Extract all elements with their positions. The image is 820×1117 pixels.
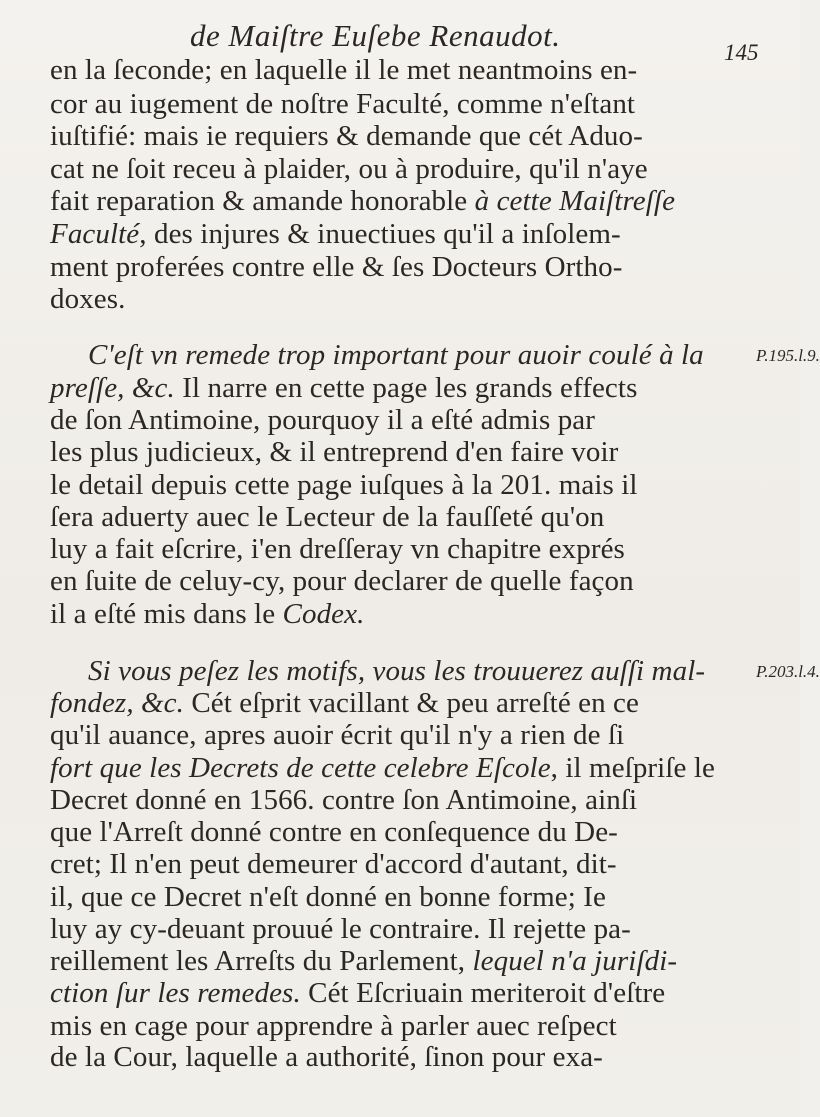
- text-line: [50, 1043, 603, 1072]
- text-segment: il a eſté mis dans le: [50, 598, 283, 630]
- italic-segment: preſſe, &c.: [50, 372, 175, 404]
- text-segment: il, que ce Decret n'eſt donné en bonne forme; Ie: [50, 881, 606, 913]
- text-line: [50, 915, 631, 944]
- text-line: [50, 600, 364, 629]
- italic-segment: fondez, &c.: [50, 687, 184, 719]
- text-segment: cat ne ſoit receu à plaider, ou à produire, qu'il n'aye: [50, 153, 648, 185]
- italic-segment: ction ſur les remedes.: [50, 977, 301, 1009]
- text-line: [50, 535, 625, 564]
- text-segment: Cét eſprit vacillant & peu arreſté en ce: [184, 687, 640, 719]
- text-line: [50, 438, 618, 467]
- italic-segment: Codex.: [282, 598, 365, 630]
- text-segment: , il meſpriſe le: [550, 752, 715, 784]
- text-segment: en ſuite de celuy-cy, pour declarer de quelle façon: [50, 565, 634, 597]
- text-segment: luy ay cy-deuant prouué le contraire. Il rejette pa-: [50, 913, 631, 945]
- italic-segment: fort que les Decrets de cette celebre Eſcole: [50, 752, 551, 784]
- text-line: [50, 786, 637, 815]
- text-line: [50, 155, 648, 184]
- text-line: [50, 1012, 617, 1041]
- text-line: [50, 689, 639, 718]
- text-line: [50, 285, 126, 314]
- text-segment: cor au iugement de noſtre Faculté, comme n'eſtant: [50, 88, 636, 120]
- text-line: [50, 503, 604, 532]
- text-line: [88, 657, 705, 686]
- text-segment: iuſtifié: mais ie requiers & demande que cét Aduo-: [50, 120, 643, 152]
- text-line: [50, 90, 635, 119]
- text-segment: en la ſeconde; en laquelle il le met neantmoins en-: [50, 54, 638, 86]
- italic-segment: à cette Maiſtreſſe: [474, 185, 676, 217]
- text-segment: le detail depuis cette page iuſques à la 201. mais il: [50, 469, 638, 501]
- text-line: [50, 220, 621, 249]
- text-line: [50, 187, 675, 216]
- italic-segment: C'eſt vn remede trop important pour auoir coulé à la: [88, 339, 704, 371]
- text-segment: mis en cage pour apprendre à parler auec reſpect: [50, 1010, 617, 1042]
- text-line: [88, 341, 704, 370]
- text-segment: ſera aduerty auec le Lecteur de la fauſſeté qu'on: [50, 501, 605, 533]
- text-line: [50, 122, 643, 151]
- italic-segment: lequel n'a juriſdi-: [472, 945, 678, 977]
- text-segment: que l'Arreſt donné contre en conſequence du De-: [50, 816, 618, 848]
- italic-segment: Si vous peſez les motifs, vous les trouuerez auſſi mal-: [88, 655, 706, 687]
- text-line: [50, 947, 677, 976]
- text-segment: qu'il auance, apres auoir écrit qu'il n'y a rien de ſi: [50, 719, 625, 751]
- text-segment: cret; Il n'en peut demeurer d'accord d'autant, dit-: [50, 848, 617, 880]
- margin-note: P.203.l.4.: [756, 662, 820, 681]
- text-line: [50, 406, 595, 435]
- text-line: [50, 721, 624, 750]
- text-segment: Decret donné en 1566. contre ſon Antimoine, ainſi: [50, 784, 638, 816]
- running-head: de Maiſtre Euſebe Renaudot.: [190, 18, 561, 53]
- italic-segment: Faculté: [50, 218, 140, 250]
- text-line: [50, 883, 606, 912]
- text-segment: les plus judicieux, & il entreprend d'en faire voir: [50, 436, 619, 468]
- text-line: [50, 979, 665, 1008]
- text-segment: doxes.: [50, 283, 126, 315]
- text-line: [50, 754, 715, 783]
- text-segment: luy a fait eſcrire, i'en dreſſeray vn chapitre exprés: [50, 533, 625, 565]
- text-segment: reillement les Arreſts du Parlement,: [50, 945, 473, 977]
- page-number: 145: [724, 40, 759, 65]
- text-line: [50, 471, 638, 500]
- margin-note: P.195.l.9.: [756, 346, 820, 365]
- text-line: [50, 850, 617, 879]
- text-segment: Il narre en cette page les grands effects: [174, 372, 638, 404]
- text-segment: de la Cour, laquelle a authorité, ſinon pour exa-: [50, 1041, 603, 1073]
- text-segment: de ſon Antimoine, pourquoy il a eſté admis par: [50, 404, 596, 436]
- text-line: [50, 374, 637, 403]
- text-segment: ment proferées contre elle & ſes Docteurs Ortho-: [50, 251, 623, 283]
- text-line: [50, 567, 634, 596]
- text-segment: Cét Eſcriuain meriteroit d'eſtre: [300, 977, 666, 1009]
- text-line: [50, 56, 637, 85]
- text-line: [50, 818, 618, 847]
- text-segment: fait reparation & amande honorable: [50, 185, 475, 217]
- text-line: [50, 253, 623, 282]
- text-segment: , des injures & inuectiues qu'il a inſolem-: [139, 218, 621, 250]
